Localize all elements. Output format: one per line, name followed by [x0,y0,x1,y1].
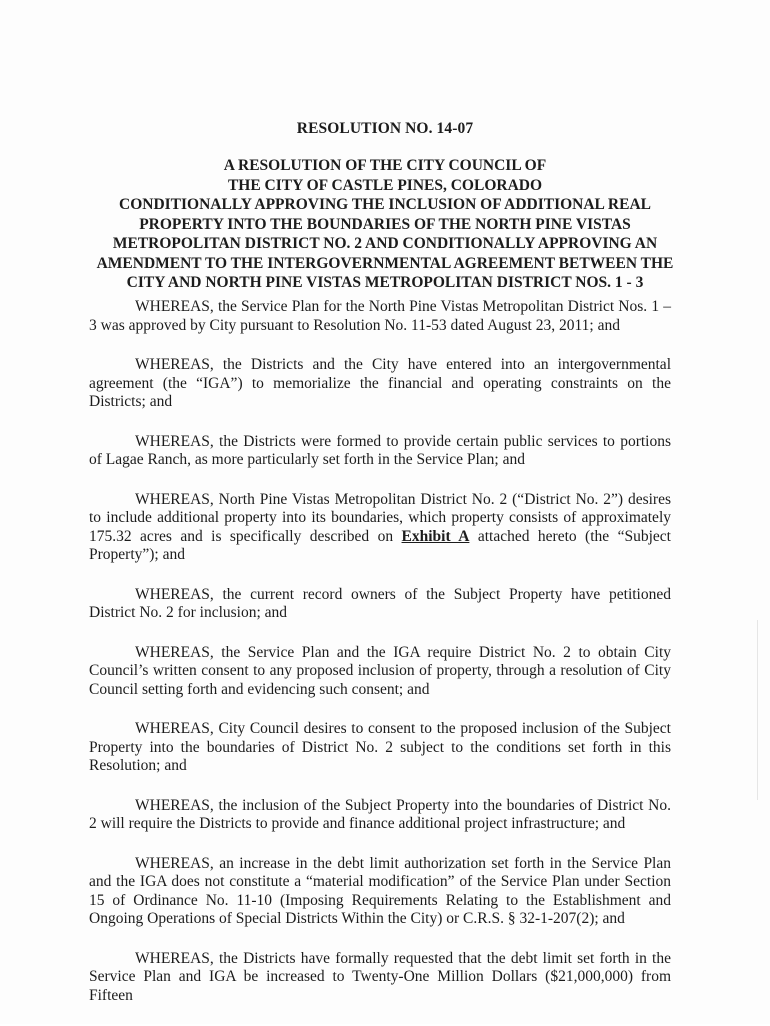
paragraph-text: WHEREAS, North Pine Vistas Metropolitan District No. 2 (“District No. 2”) desires to include additional property into its boundaries, which property consists of approximately 175.32 acres and is specifically described on [89,490,671,545]
exhibit-reference: Exhibit A [401,527,470,545]
whereas-paragraph: WHEREAS, the Districts and the City have entered into an intergovernmental agreement (the “IGA”) to memorialize the financial and operating constraints on the Districts; and [89,356,671,410]
title-line: CITY AND NORTH PINE VISTAS METROPOLITAN DISTRICT NOS. 1 - 3 [126,274,644,291]
title-line: THE CITY OF CASTLE PINES, COLORADO [227,176,543,194]
paragraph-text: attached hereto (the “Subject Property”); and [89,527,671,563]
whereas-paragraph: WHEREAS, City Council desires to consent to the proposed inclusion of the Subject Property into the boundaries of District No. 2 subject to the conditions set forth in this Resolution; and [89,720,671,774]
whereas-paragraph: WHEREAS, the inclusion of the Subject Property into the boundaries of District No. 2 will require the Districts to provide and finance additional project infrastructure; and [89,796,671,832]
title-line: A RESOLUTION OF THE CITY COUNCIL OF [223,157,547,174]
resolution-title [90,156,680,293]
scan-edge-mark [757,620,758,800]
whereas-paragraph: WHEREAS, the Service Plan for the North Pine Vistas Metropolitan District Nos. 1 – 3 was approved by City pursuant to Resolution No. 11-53 dated August 23, 2011; and [89,298,671,334]
whereas-paragraph: WHEREAS, the Districts have formally requested that the debt limit set forth in the Service Plan and IGA be increased to Twenty-One Million Dollars ($21,000,000) from Fifteen [89,949,671,1004]
recitals-body [89,298,671,1026]
whereas-paragraph: WHEREAS, the Service Plan and the IGA require District No. 2 to obtain City Council’s written consent to any proposed inclusion of property, through a resolution of City Council setting forth and evidencing such consent; and [89,643,671,698]
whereas-paragraph: WHEREAS, the Districts were formed to provide certain public services to portions of Lagae Ranch, as more particularly set forth in the Service Plan; and [89,432,671,468]
title-line: PROPERTY INTO THE BOUNDARIES OF THE NORTH PINE VISTAS [139,215,631,233]
title-line: METROPOLITAN DISTRICT NO. 2 AND CONDITIONALLY APPROVING AN [112,235,658,252]
whereas-paragraph: WHEREAS, the current record owners of the Subject Property have petitioned District No. 2 for inclusion; and [89,585,671,621]
whereas-paragraph [89,491,671,565]
title-line: AMENDMENT TO THE INTERGOVERNMENTAL AGREEMENT BETWEEN THE [96,254,674,272]
whereas-paragraph: WHEREAS, an increase in the debt limit authorization set forth in the Service Plan and the IGA does not constitute a “material modification” of the Service Plan under Section 15 of Ordinance No. 11-10 (Imposing Requirements Relating to the Establishment and Ongoing Operations of Special Districts Within the City) or C.R.S. § 32-1-207(2); and [89,854,671,927]
resolution-number: RESOLUTION NO. 14-07 [296,120,474,137]
title-line: CONDITIONALLY APPROVING THE INCLUSION OF ADDITIONAL REAL [119,196,651,213]
